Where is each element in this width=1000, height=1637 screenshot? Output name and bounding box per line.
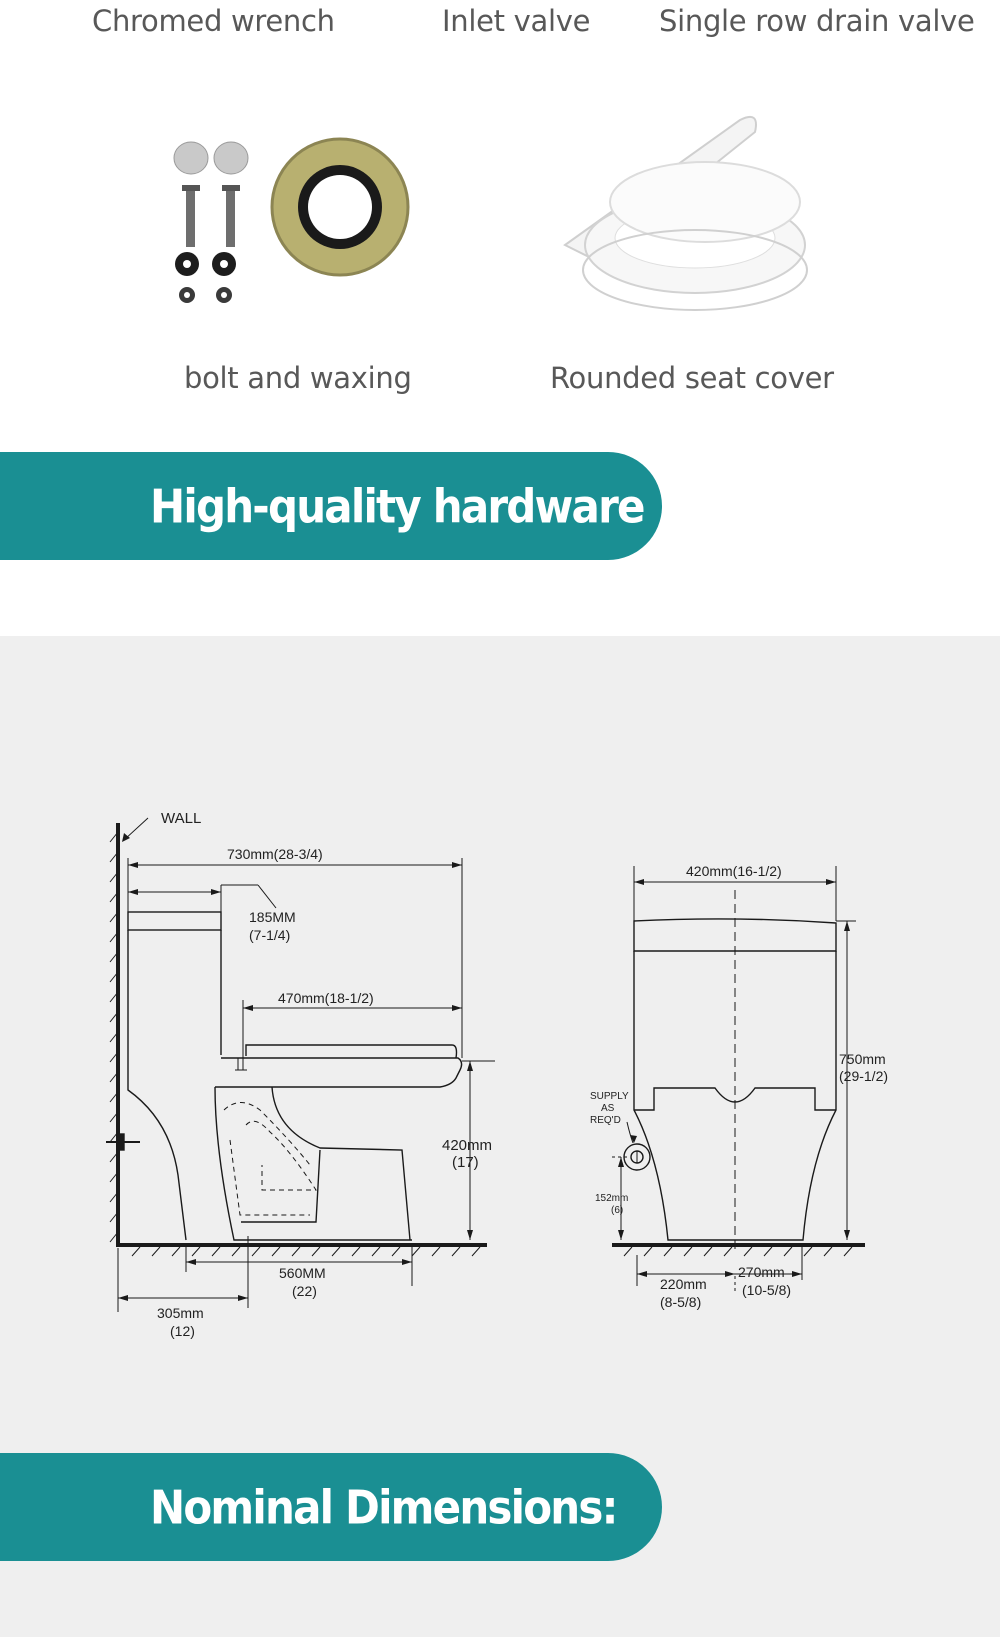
caption-bolt-and-waxing: bolt and waxing [184,361,412,395]
seat-height-inch-label: (17) [452,1154,479,1171]
rough-in-inch-label: (12) [170,1323,195,1339]
front-width-label: 420mm(16-1/2) [686,863,782,879]
caption-drain-valve: Single row drain valve [659,4,975,38]
caption-inlet-valve: Inlet valve [442,4,591,38]
bolt-cap-icon [214,142,248,174]
base-length-inch-label: (22) [292,1283,317,1299]
supply-label-3: REQ'D [590,1115,621,1126]
base-width-inch-label: (10-5/8) [742,1282,792,1298]
hardware-banner [0,452,662,560]
base-width-label: 270mm [738,1264,785,1280]
dimension-drawing [0,636,1000,1356]
front-height-inch-label: (29-1/2) [839,1068,889,1084]
caption-rounded-seat-cover: Rounded seat cover [550,361,834,395]
supply-offset-inch-label: (8-5/8) [660,1294,702,1310]
tank-depth-label: 185MM [249,909,296,925]
supply-height-label: 152mm [595,1193,629,1204]
base-length-label: 560MM [279,1265,326,1281]
dimensions-banner [0,1453,662,1561]
hardware-banner-title: High-quality hardware [150,479,644,534]
bolt-cap-icon [174,142,208,174]
bolt-and-wax-ring-image [160,125,430,315]
supply-label-2: AS [601,1103,615,1114]
seat-length-label: 470mm(18-1/2) [278,990,374,1006]
wall-label: WALL [161,810,202,827]
front-height-label: 750mm [839,1051,886,1067]
supply-height-inch-label: (6) [611,1205,624,1216]
rough-in-label: 305mm [157,1305,204,1321]
supply-offset-label: 220mm [660,1276,707,1292]
caption-chromed-wrench: Chromed wrench [92,4,335,38]
seat-cover-image [555,110,815,320]
dimensions-banner-title: Nominal Dimensions: [150,1480,617,1535]
seat-height-label: 420mm [442,1137,493,1154]
tank-depth-inch-label: (7-1/4) [249,927,291,943]
overall-length-label: 730mm(28-3/4) [227,846,323,862]
supply-label-1: SUPPLY [590,1091,629,1102]
